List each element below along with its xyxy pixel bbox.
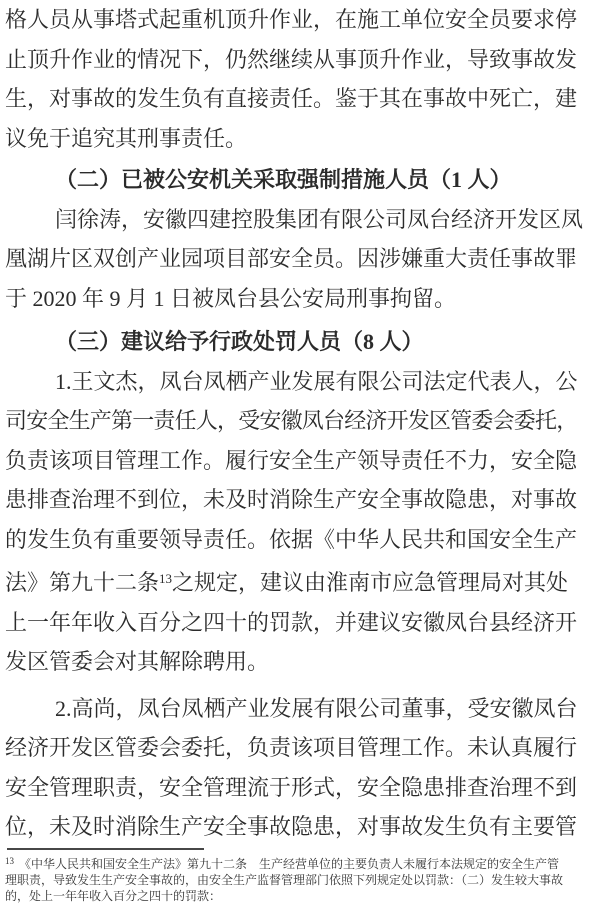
text-line: 凰湖片区双创产业园项目部安全员。因涉嫌重大责任事故罪 bbox=[5, 239, 577, 279]
text-line: 于 2020 年 9 月 1 日被凤台县公安局刑事拘留。 bbox=[5, 279, 577, 319]
footnote-marker: 13 bbox=[5, 856, 14, 866]
text-line: 生，对事故的发生负有直接责任。鉴于其在事故中死亡，建 bbox=[5, 79, 577, 119]
text-line: 止顶升作业的情况下，仍然继续从事顶升作业，导致事故发 bbox=[5, 40, 577, 80]
text-line bbox=[5, 559, 577, 603]
text-line: 位，未及时消除生产安全事故隐患，对事故发生负有主要管 bbox=[5, 807, 577, 847]
footnote-line: 的，处上一年年收入百分之四十的罚款： bbox=[5, 888, 577, 904]
text-segment: 之规定，建议由淮南市应急管理局对其处 bbox=[172, 570, 568, 595]
paragraph bbox=[5, 200, 577, 319]
text-line: 2.高尚，凤台凤栖产业发展有限公司董事，受安徽凤台 bbox=[5, 689, 577, 729]
text-line: 负责该项目管理工作。履行安全生产领导责任不力，安全隐 bbox=[5, 441, 577, 481]
section-heading: （二）已被公安机关采取强制措施人员（1 人） bbox=[5, 160, 577, 200]
text-line: 1.王文杰，凤台凤栖产业发展有限公司法定代表人，公 bbox=[5, 362, 577, 402]
text-line: 患排查治理不到位，未及时消除生产安全事故隐患，对事故 bbox=[5, 480, 577, 520]
footnote bbox=[5, 853, 577, 904]
text-line: 经济开发区管委会委托，负责该项目管理工作。未认真履行 bbox=[5, 728, 577, 768]
paragraph bbox=[5, 362, 577, 682]
footnote-text: 《中华人民共和国安全生产法》第九十二条 生产经营单位的主要负责人未履行本法规定的安全生产管 bbox=[19, 857, 559, 871]
paragraph bbox=[5, 689, 577, 847]
section-heading: （三）建议给予行政处罚人员（8 人） bbox=[5, 322, 577, 362]
footnote-separator bbox=[7, 848, 204, 850]
footnote-line: 理职责，导致发生生产安全事故的，由安全生产监督管理部门依照下列规定处以罚款：（二）发生较大事故 bbox=[5, 872, 577, 888]
text-line: 格人员从事塔式起重机顶升作业，在施工单位安全员要求停 bbox=[5, 0, 577, 40]
text-line: 上一年年收入百分之四十的罚款，并建议安徽凤台县经济开 bbox=[5, 603, 577, 643]
text-line: 闫徐涛，安徽四建控股集团有限公司凤台经济开发区凤 bbox=[5, 200, 577, 240]
text-segment: 法》第九十二条 bbox=[5, 570, 159, 595]
footnote-line bbox=[5, 853, 577, 872]
text-line: 议免于追究其刑事责任。 bbox=[5, 119, 577, 159]
footnote-reference: 13 bbox=[159, 571, 172, 586]
paragraph bbox=[5, 0, 577, 158]
text-line: 的发生负有重要领导责任。依据《中华人民共和国安全生产 bbox=[5, 520, 577, 560]
text-line: 安全管理职责，安全管理流于形式，安全隐患排查治理不到 bbox=[5, 768, 577, 808]
text-line: 司安全生产第一责任人，受安徽凤台经济开发区管委会委托， bbox=[5, 401, 577, 441]
text-line: 发区管委会对其解除聘用。 bbox=[5, 642, 577, 682]
